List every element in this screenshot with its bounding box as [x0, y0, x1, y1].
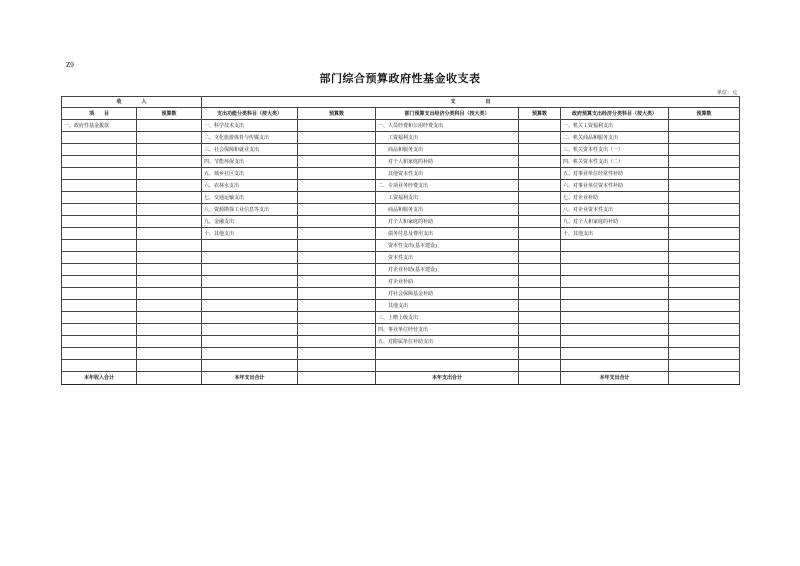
- table-cell: [669, 132, 740, 144]
- table-cell: [298, 132, 376, 144]
- table-cell: [137, 312, 202, 324]
- table-cell: [62, 144, 137, 156]
- table-cell: [62, 228, 137, 240]
- total-cell: [669, 372, 740, 385]
- table-cell: 工资福利支出: [376, 192, 519, 204]
- table-cell: [137, 120, 202, 132]
- table-cell: [669, 192, 740, 204]
- table-cell: [62, 132, 137, 144]
- table-cell: [561, 300, 669, 312]
- column-header: 预算数: [298, 108, 376, 120]
- table-row: [62, 360, 740, 372]
- table-cell: [519, 252, 561, 264]
- table-cell: [669, 252, 740, 264]
- column-header: 预算数: [137, 108, 202, 120]
- table-cell: [202, 360, 298, 372]
- total-cell: 本年支出合计: [202, 372, 298, 385]
- table-cell: [137, 264, 202, 276]
- table-cell: [669, 240, 740, 252]
- column-header: 政府预算支出经济分类科目（按大类）: [561, 108, 669, 120]
- table-cell: [298, 312, 376, 324]
- table-cell: 十、其他支出: [202, 228, 298, 240]
- column-header: 预算数: [669, 108, 740, 120]
- table-cell: [561, 336, 669, 348]
- table-cell: 二、机关商品和服务支出: [561, 132, 669, 144]
- table-cell: [202, 348, 298, 360]
- total-cell: [519, 372, 561, 385]
- table-cell: [669, 144, 740, 156]
- table-row: [62, 156, 740, 168]
- table-cell: 三、上缴上级支出: [376, 312, 519, 324]
- table-cell: [137, 204, 202, 216]
- table-cell: [298, 240, 376, 252]
- table-cell: [519, 132, 561, 144]
- table-row: [62, 348, 740, 360]
- table-cell: [561, 360, 669, 372]
- table-row: [62, 144, 740, 156]
- table-cell: 九、对个人和家庭的补助: [561, 216, 669, 228]
- table-cell: [202, 276, 298, 288]
- table-cell: [561, 252, 669, 264]
- table-cell: 四、节能环保支出: [202, 156, 298, 168]
- table-cell: [137, 228, 202, 240]
- table-cell: 九、金融支出: [202, 216, 298, 228]
- table-cell: [298, 192, 376, 204]
- table-row: [62, 276, 740, 288]
- table-cell: 三、社会保障和就业支出: [202, 144, 298, 156]
- page-number: Z9: [66, 62, 74, 69]
- expense-header: 支 出: [202, 97, 740, 108]
- table-cell: [669, 348, 740, 360]
- column-header: 支出功能分类科目（按大类）: [202, 108, 298, 120]
- table-row: [62, 168, 740, 180]
- table-cell: [202, 312, 298, 324]
- table-cell: [62, 360, 137, 372]
- table-cell: [519, 324, 561, 336]
- table-cell: [202, 240, 298, 252]
- table-row: [62, 252, 740, 264]
- table-cell: [519, 348, 561, 360]
- table-cell: [376, 360, 519, 372]
- table-cell: 四、机关资本性支出（二）: [561, 156, 669, 168]
- table-cell: 五、对附属单位补助支出: [376, 336, 519, 348]
- table-row: [62, 288, 740, 300]
- income-header: 收 入: [62, 97, 202, 108]
- table-row: [62, 132, 740, 144]
- table-cell: [137, 324, 202, 336]
- table-cell: [62, 276, 137, 288]
- table-row: [62, 216, 740, 228]
- table-cell: 商品和服务支出: [376, 204, 519, 216]
- table-row: [62, 120, 740, 132]
- table-cell: [561, 276, 669, 288]
- table-cell: [298, 144, 376, 156]
- table-cell: 八、资源勘探工业信息等支出: [202, 204, 298, 216]
- section-header-row: [62, 97, 740, 108]
- table-cell: [669, 228, 740, 240]
- table-cell: [62, 216, 137, 228]
- unit-label: 单位：元: [716, 90, 737, 96]
- table-cell: 十、其他支出: [561, 228, 669, 240]
- table-cell: [62, 336, 137, 348]
- table-cell: [519, 240, 561, 252]
- table-cell: [137, 156, 202, 168]
- table-row: [62, 204, 740, 216]
- table-cell: [137, 192, 202, 204]
- table-cell: [561, 288, 669, 300]
- table-cell: [519, 144, 561, 156]
- table-cell: [62, 312, 137, 324]
- total-cell: 本年收入合计: [62, 372, 137, 385]
- table-cell: 债务付息及费用支出: [376, 228, 519, 240]
- table-cell: 二、文化旅游体育与传媒支出: [202, 132, 298, 144]
- table-cell: 八、对企业资本性支出: [561, 204, 669, 216]
- budget-table: [61, 96, 740, 385]
- table-cell: 五、城乡社区支出: [202, 168, 298, 180]
- table-cell: 工资福利支出: [376, 132, 519, 144]
- table-cell: [669, 204, 740, 216]
- table-cell: [202, 252, 298, 264]
- table-cell: [137, 348, 202, 360]
- table-cell: [202, 324, 298, 336]
- table-row: [62, 180, 740, 192]
- table-cell: [298, 336, 376, 348]
- table-cell: 一、科学技术支出: [202, 120, 298, 132]
- table-cell: [669, 156, 740, 168]
- table-cell: [669, 300, 740, 312]
- table-cell: [137, 132, 202, 144]
- total-cell: [298, 372, 376, 385]
- table-cell: 七、交通运输支出: [202, 192, 298, 204]
- table-cell: [519, 300, 561, 312]
- total-cell: 本年支出合计: [376, 372, 519, 385]
- table-cell: [298, 120, 376, 132]
- table-cell: [561, 312, 669, 324]
- table-cell: [202, 264, 298, 276]
- table-cell: [669, 264, 740, 276]
- table-cell: [137, 300, 202, 312]
- table-cell: 一、机关工资福利支出: [561, 120, 669, 132]
- table-row: [62, 264, 740, 276]
- table-cell: 商品和服务支出: [376, 144, 519, 156]
- table-cell: [62, 264, 137, 276]
- table-cell: [519, 288, 561, 300]
- table-cell: [298, 288, 376, 300]
- table-cell: [669, 120, 740, 132]
- page-title: 部门综合预算政府性基金收支表: [319, 72, 481, 85]
- table-row: [62, 192, 740, 204]
- table-cell: [202, 288, 298, 300]
- table-cell: 对企业补助(基本建设): [376, 264, 519, 276]
- table-cell: [519, 204, 561, 216]
- table-cell: [137, 144, 202, 156]
- table-cell: [298, 168, 376, 180]
- table-cell: [62, 180, 137, 192]
- table-cell: [669, 180, 740, 192]
- table-cell: 六、对事业单位资本性补助: [561, 180, 669, 192]
- table-row: [62, 240, 740, 252]
- table-cell: [62, 204, 137, 216]
- table-cell: 资本性支出: [376, 252, 519, 264]
- table-cell: 二、专项业务经费支出: [376, 180, 519, 192]
- table-cell: [519, 192, 561, 204]
- table-cell: [669, 276, 740, 288]
- table-cell: [298, 228, 376, 240]
- table-cell: [669, 360, 740, 372]
- table-cell: [137, 360, 202, 372]
- column-header: 项 目: [62, 108, 137, 120]
- table-cell: [669, 168, 740, 180]
- table-cell: [561, 240, 669, 252]
- table-cell: [298, 252, 376, 264]
- table-cell: 对个人和家庭的补助: [376, 216, 519, 228]
- table-cell: [62, 288, 137, 300]
- table-cell: 一、人员经费和公用经费支出: [376, 120, 519, 132]
- table-cell: 五、对事业单位经常性补助: [561, 168, 669, 180]
- column-header: 部门预算支出经济分类科目（按大类）: [376, 108, 519, 120]
- table-cell: [202, 300, 298, 312]
- table-cell: [669, 288, 740, 300]
- table-cell: [298, 348, 376, 360]
- table-cell: [137, 288, 202, 300]
- table-row: [62, 300, 740, 312]
- table-cell: [137, 168, 202, 180]
- table-cell: 资本性支出(基本建设): [376, 240, 519, 252]
- table-cell: [519, 156, 561, 168]
- column-header-row: [62, 108, 740, 120]
- table-cell: [62, 324, 137, 336]
- table-cell: [519, 360, 561, 372]
- table-cell: [669, 216, 740, 228]
- table-row: [62, 324, 740, 336]
- table-cell: [561, 264, 669, 276]
- table-cell: [519, 264, 561, 276]
- table-cell: [137, 216, 202, 228]
- table-row: [62, 228, 740, 240]
- table-cell: [298, 264, 376, 276]
- table-cell: [519, 276, 561, 288]
- table-cell: [137, 180, 202, 192]
- table-cell: 七、对企业补助: [561, 192, 669, 204]
- table-cell: [519, 180, 561, 192]
- totals-row: [62, 372, 740, 385]
- table-cell: [298, 216, 376, 228]
- table-cell: [298, 360, 376, 372]
- total-cell: 本年支出合计: [561, 372, 669, 385]
- table-cell: [519, 312, 561, 324]
- table-cell: [298, 276, 376, 288]
- table-cell: [519, 228, 561, 240]
- total-cell: [137, 372, 202, 385]
- table-cell: 其他资本性支出: [376, 168, 519, 180]
- table-cell: [62, 240, 137, 252]
- table-cell: [62, 156, 137, 168]
- table-cell: 其他支出: [376, 300, 519, 312]
- table-row: [62, 312, 740, 324]
- table-cell: [519, 216, 561, 228]
- table-cell: [62, 192, 137, 204]
- table-cell: [298, 324, 376, 336]
- table-cell: [137, 276, 202, 288]
- table-cell: [298, 156, 376, 168]
- table-cell: [669, 312, 740, 324]
- table-cell: [561, 348, 669, 360]
- column-header: 预算数: [519, 108, 561, 120]
- table-cell: 对企业补助: [376, 276, 519, 288]
- table-cell: 对个人和家庭的补助: [376, 156, 519, 168]
- table-cell: [561, 324, 669, 336]
- table-cell: [376, 348, 519, 360]
- table-cell: [519, 336, 561, 348]
- table-cell: 三、机关资本性支出（一）: [561, 144, 669, 156]
- table-cell: [137, 336, 202, 348]
- table-cell: [298, 204, 376, 216]
- table-cell: [62, 300, 137, 312]
- table-row: [62, 336, 740, 348]
- table-cell: [62, 252, 137, 264]
- table-cell: [202, 336, 298, 348]
- table-cell: [298, 180, 376, 192]
- table-cell: [137, 252, 202, 264]
- table-cell: [298, 300, 376, 312]
- table-cell: 对社会保障基金补助: [376, 288, 519, 300]
- table-cell: [62, 168, 137, 180]
- table-cell: [519, 120, 561, 132]
- table-cell: 一、政府性基金拨款: [62, 120, 137, 132]
- table-cell: [669, 336, 740, 348]
- table-cell: 六、农林水支出: [202, 180, 298, 192]
- table-cell: [137, 240, 202, 252]
- table-cell: [62, 348, 137, 360]
- table-cell: [669, 324, 740, 336]
- table-cell: [519, 168, 561, 180]
- table-cell: 四、事业单位经营支出: [376, 324, 519, 336]
